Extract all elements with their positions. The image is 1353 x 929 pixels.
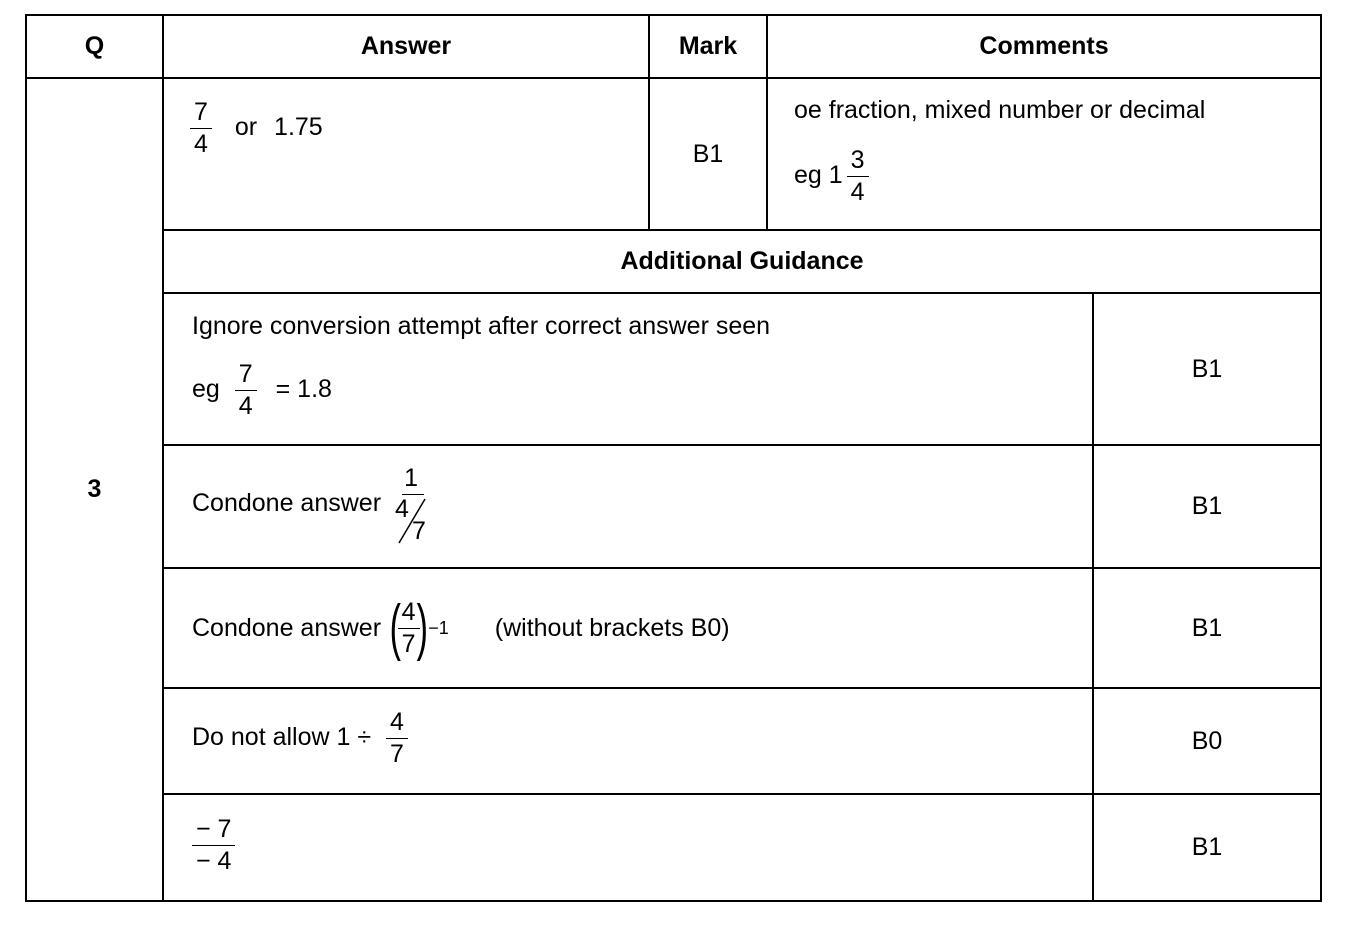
border-bottom bbox=[25, 900, 1322, 902]
guidance-1-text: Ignore conversion attempt after correct answer seen bbox=[192, 312, 771, 340]
answer-frac-den: 4 bbox=[194, 130, 208, 158]
answer-connector: or bbox=[234, 113, 258, 142]
question-number: 3 bbox=[87, 475, 102, 503]
guidance-2-frac-num: 1 bbox=[402, 466, 424, 495]
guidance-2-inner-den: 7 bbox=[412, 517, 426, 545]
guidance-2-inner-num: 4 bbox=[395, 495, 409, 523]
header-answer: Answer bbox=[360, 32, 452, 60]
comments-frac-den: 4 bbox=[850, 178, 865, 206]
header-q: Q bbox=[84, 32, 105, 60]
guidance-3-frac-num: 4 bbox=[398, 600, 420, 629]
answer-decimal: 1.75 bbox=[274, 113, 323, 142]
guidance-1-fraction bbox=[235, 362, 257, 419]
guidance-4-frac-den: 7 bbox=[390, 740, 404, 768]
guidance-2-mark: B1 bbox=[1191, 492, 1223, 520]
guidance-3-content bbox=[192, 587, 730, 669]
guidance-3-exponent: −1 bbox=[428, 617, 449, 638]
guidance-1-frac-den: 4 bbox=[238, 392, 253, 420]
guidance-5-content bbox=[192, 817, 241, 874]
answer-mark: B1 bbox=[692, 139, 724, 168]
guidance-1-eg: eg bbox=[192, 375, 220, 404]
guidance-4-fraction bbox=[386, 710, 408, 767]
guidance-1-tail: = 1.8 bbox=[275, 375, 332, 404]
header-comments: Comments bbox=[979, 32, 1109, 60]
answer-frac-num: 7 bbox=[190, 100, 212, 129]
guidance-4-mark: B0 bbox=[1191, 726, 1223, 755]
guidance-1-mark: B1 bbox=[1191, 354, 1223, 383]
guidance-3-text: Condone answer bbox=[192, 613, 382, 642]
guidance-2-complex-fraction bbox=[395, 464, 431, 545]
guidance-4-content bbox=[192, 710, 414, 767]
guidance-3-frac-den: 7 bbox=[401, 629, 416, 658]
comments-frac-num: 3 bbox=[847, 148, 869, 177]
guidance-2-slash-fraction bbox=[395, 495, 431, 545]
guidance-1-example bbox=[192, 362, 332, 419]
comments-fraction bbox=[847, 148, 869, 205]
guidance-5-frac-den: − 4 bbox=[196, 847, 232, 875]
guidance-5-frac-num: − 7 bbox=[192, 817, 235, 846]
answer-cell bbox=[190, 100, 323, 157]
border-right bbox=[1320, 14, 1322, 902]
guidance-1-frac-num: 7 bbox=[235, 362, 257, 391]
comments-eg: eg 1 bbox=[794, 161, 843, 190]
border-q-col bbox=[162, 14, 164, 902]
guidance-5-mark: B1 bbox=[1191, 833, 1223, 861]
comments-example bbox=[794, 148, 875, 205]
guidance-4-frac-num: 4 bbox=[386, 710, 408, 739]
guidance-2-text: Condone answer bbox=[192, 489, 382, 517]
guidance-3-note: (without brackets B0) bbox=[494, 613, 730, 642]
mark-scheme-table bbox=[25, 14, 1322, 902]
header-mark: Mark bbox=[678, 32, 738, 60]
guidance-title: Additional Guidance bbox=[620, 247, 864, 275]
guidance-5-fraction bbox=[192, 817, 235, 874]
comments-line1: oe fraction, mixed number or decimal bbox=[794, 96, 1206, 124]
guidance-3-mark: B1 bbox=[1191, 613, 1223, 642]
guidance-2-content bbox=[192, 464, 437, 545]
answer-fraction bbox=[190, 100, 212, 157]
left-bracket: ( bbox=[389, 593, 402, 662]
right-bracket: ) bbox=[416, 593, 428, 662]
guidance-4-text: Do not allow 1 ÷ bbox=[192, 723, 372, 752]
